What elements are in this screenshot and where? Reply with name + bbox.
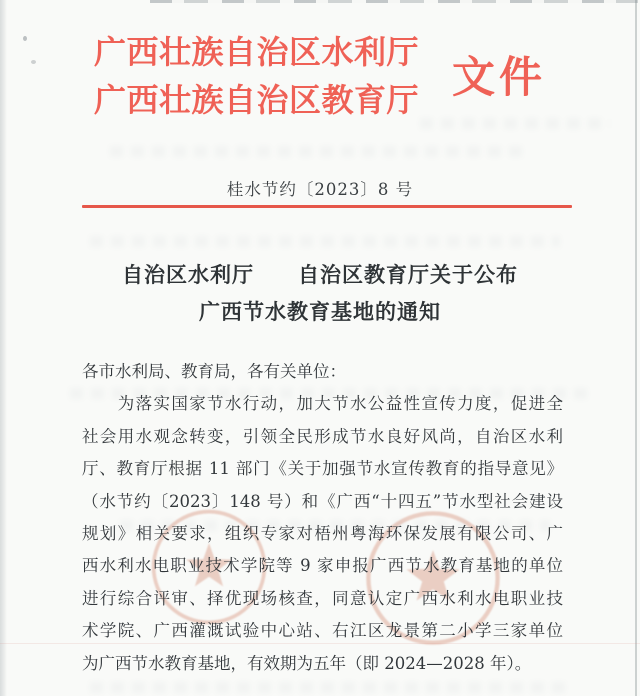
body-line: 厅、教育厅根据 11 部门《关于加强节水宣传教育的指导意见》: [82, 459, 563, 479]
bleedthrough-smudge: [110, 146, 530, 157]
body-line: 为落实国家节水行动，加大节水公益性宣传力度，促进全: [82, 394, 563, 414]
issuer-line-2: 广西壮族自治区教育厅: [94, 80, 420, 119]
body-line: （水节约〔2023〕148 号）和《广西“十四五”节水型社会建设: [82, 491, 563, 511]
issuer-block: [94, 29, 419, 124]
document-body: [82, 356, 563, 680]
title-line-1: 自治区水利厅 自治区教育厅关于公布: [122, 262, 518, 287]
bleedthrough-smudge: [90, 682, 570, 693]
bleedthrough-smudge: [90, 236, 560, 247]
paper-speck: [23, 36, 27, 41]
issuer-line-1: 广西壮族自治区水利厅: [94, 33, 420, 71]
scan-edge-left: [0, 0, 7, 696]
scan-edge-right: [635, 0, 637, 696]
bleedthrough-smudge: [420, 118, 610, 129]
doc-number: 桂水节约〔2023〕8 号: [226, 180, 414, 199]
bleedthrough-smudge: [150, 0, 638, 3]
paper-speck: [31, 60, 36, 64]
body-line: 社会用水观念转变，引领全民形成节水良好风尚，自治区水利: [82, 426, 563, 446]
body-line: 各市水利局、教育局，各有关单位：: [82, 362, 346, 381]
doc-type-label: 文件: [452, 53, 546, 103]
body-line: 为广西节水教育基地，有效期为五年（即 2024—2028 年）。: [82, 653, 532, 673]
letterhead-rule: [82, 205, 572, 208]
body-line: 进行综合评审、择优现场核查，同意认定广西水利水电职业技: [82, 588, 563, 608]
body-line: 术学院、广西灌溉试验中心站、右江区龙景第二小学三家单位: [82, 621, 563, 641]
document-title: [0, 256, 640, 330]
body-line: 西水利水电职业技术学院等 9 家申报广西节水教育基地的单位: [82, 556, 563, 576]
body-line: 规划》相关要求，组织专家对梧州粤海环保发展有限公司、广: [82, 524, 563, 544]
title-line-2: 广西节水教育基地的通知: [199, 299, 441, 324]
